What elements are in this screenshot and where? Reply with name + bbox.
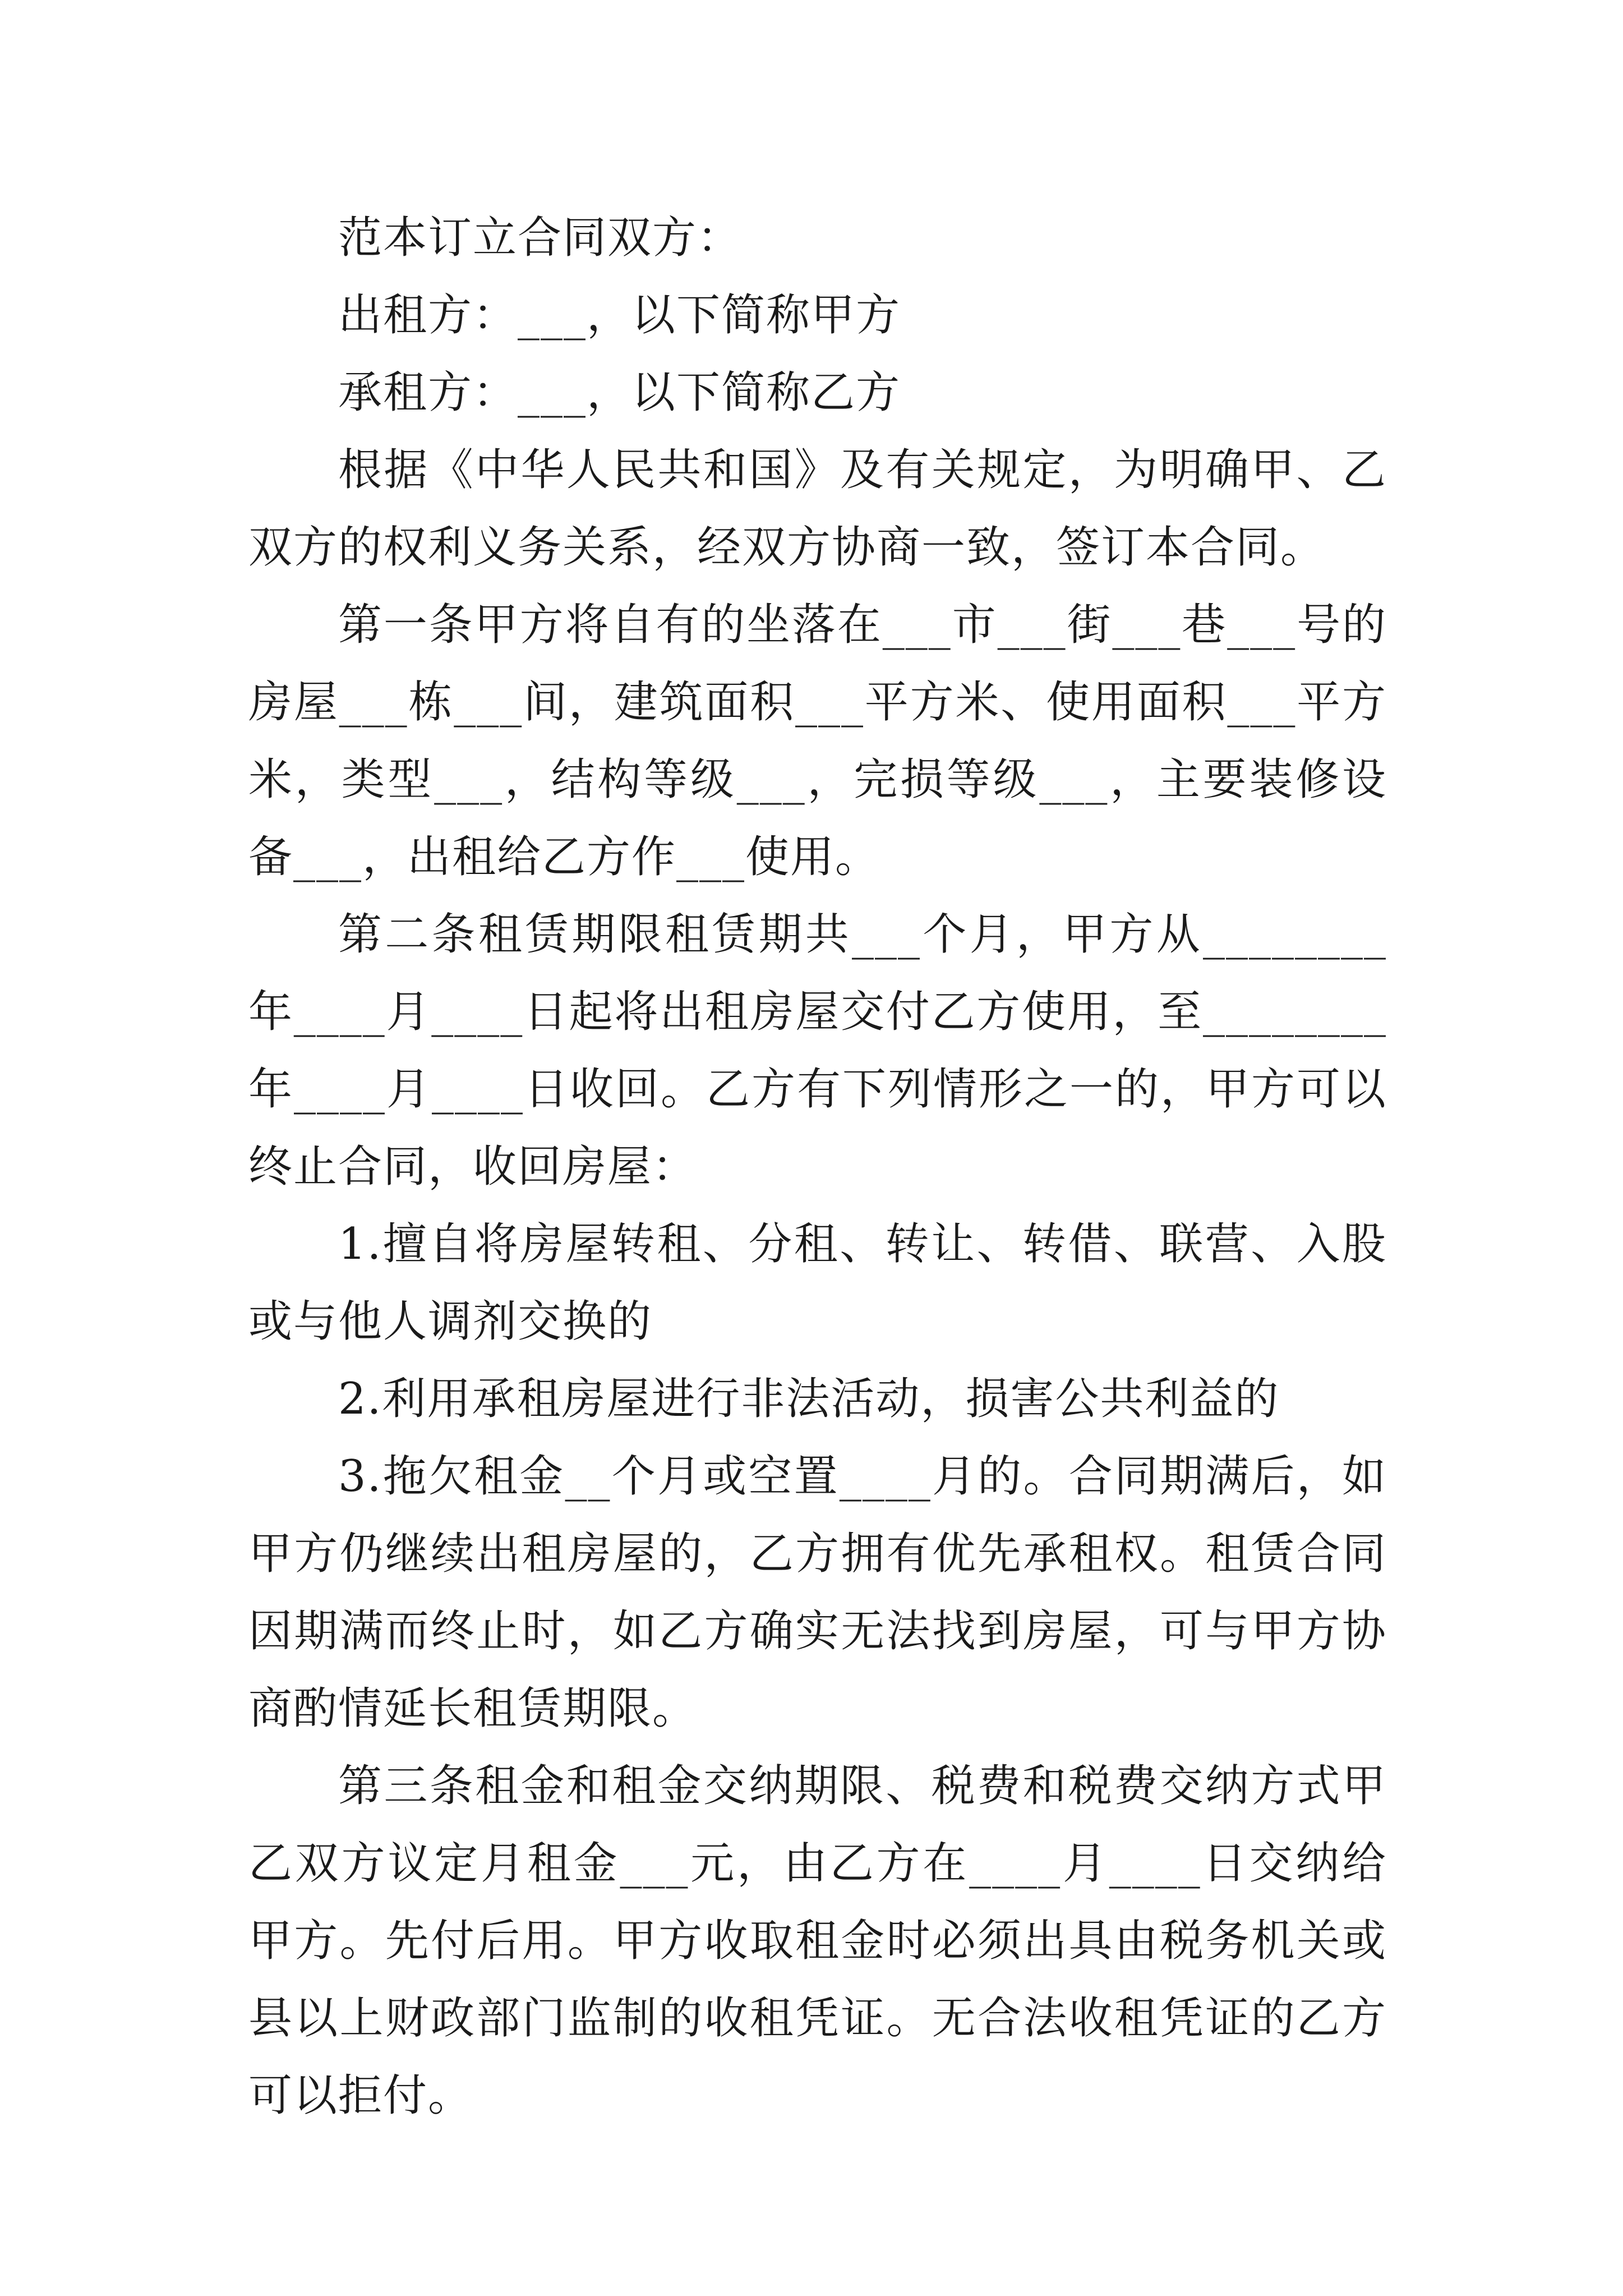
document-body bbox=[248, 199, 1387, 2134]
lessee-line: 承租方：___，以下简称乙方 bbox=[338, 367, 901, 418]
article-1-paragraph: 第一条甲方将自有的坐落在___市___街___巷___号的房屋___栋___间，建筑面积___平方米、使用面积___平方米，类型___，结构等级___，完损等级___，主要装修设备___，出租给乙方作___使用。 bbox=[248, 600, 1387, 882]
article-2-paragraph: 第二条租赁期限租赁期共___个月，甲方从________年____月____日起将出租房屋交付乙方使用，至________年____月____日收回。乙方有下列情形之一的，甲方可以终止合同，收回房屋： bbox=[248, 909, 1387, 1192]
clause-1-paragraph: 1.擅自将房屋转租、分租、转让、转借、联营、入股或与他人调剂交换的 bbox=[248, 1219, 1387, 1347]
article-3-paragraph: 第三条租金和租金交纳期限、税费和税费交纳方式甲乙双方议定月租金___元，由乙方在____月____日交纳给甲方。先付后用。甲方收取租金时必须出具由税务机关或县以上财政部门监制的收租凭证。无合法收租凭证的乙方可以拒付。 bbox=[248, 1761, 1387, 2121]
contract-parties-heading: 范本订立合同双方： bbox=[338, 213, 743, 263]
clause-2-paragraph: 2.利用承租房屋进行非法活动，损害公共利益的 bbox=[338, 1374, 1280, 1424]
preamble-paragraph: 根据《中华人民共和国》及有关规定，为明确甲、乙双方的权利义务关系，经双方协商一致，签订本合同。 bbox=[248, 445, 1387, 573]
clause-3-paragraph: 3.拖欠租金__个月或空置____月的。合同期满后，如甲方仍继续出租房屋的，乙方拥有优先承租权。租赁合同因期满而终止时，如乙方确实无法找到房屋，可与甲方协商酌情延长租赁期限。 bbox=[248, 1451, 1387, 1734]
lessor-line: 出租方：___，以下简称甲方 bbox=[338, 290, 901, 341]
